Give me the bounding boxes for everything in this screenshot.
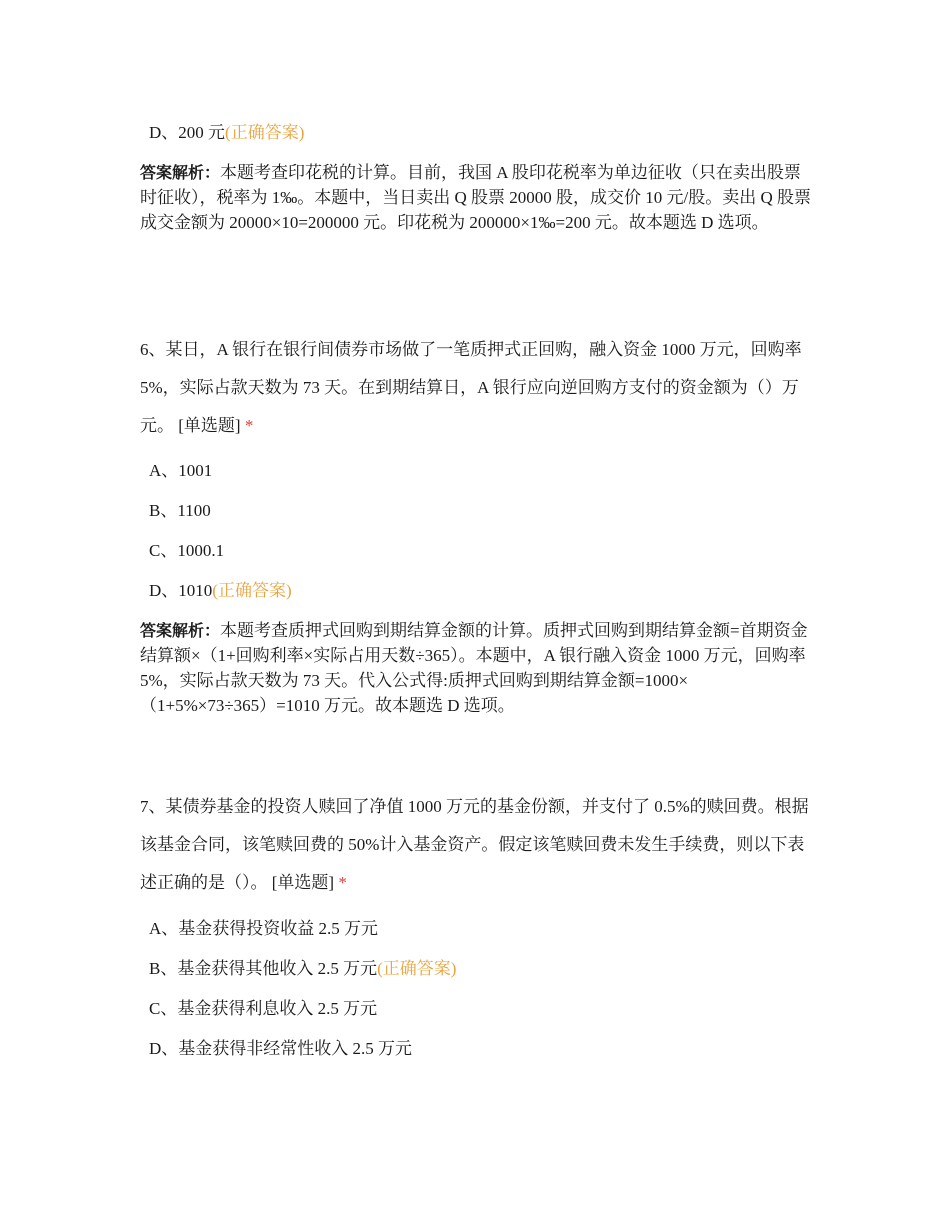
option-label: C、1000.1 xyxy=(149,541,225,560)
q6-option-a[interactable] xyxy=(149,459,212,483)
q6-answer-analysis xyxy=(140,618,812,718)
q7-option-a[interactable] xyxy=(149,917,378,941)
required-mark: * xyxy=(338,873,347,892)
option-label: C、基金获得利息收入 2.5 万元 xyxy=(149,999,378,1018)
q6-option-d[interactable] xyxy=(149,579,292,603)
q7-option-d[interactable] xyxy=(149,1037,412,1061)
q5-answer-analysis xyxy=(140,160,812,235)
q5-option-d[interactable] xyxy=(149,121,304,145)
q7-question-stem xyxy=(140,788,812,902)
option-label: A、基金获得投资收益 2.5 万元 xyxy=(149,919,379,938)
question-text: 7、某债券基金的投资人赎回了净值 1000 万元的基金份额，并支付了 0.5%的赎回费。根据该基金合同，该笔赎回费的 50%计入基金资产。假定该笔赎回费未发生手续费，则以下表述正确的是（）。 [单选题] xyxy=(140,797,809,892)
correct-answer-tag: (正确答案) xyxy=(225,123,305,142)
analysis-label: 答案解析： xyxy=(140,163,221,182)
q6-option-c[interactable] xyxy=(149,539,224,563)
analysis-text: 本题考查印花税的计算。目前，我国 A 股印花税率为单边征收（只在卖出股票时征收），税率为 1‰。本题中，当日卖出 Q 股票 20000 股，成交价 10 元/股。卖出 Q 股票成交金额为 20000×10=200000 元。印花税为 200000×1‰=200 元。故本题选 D 选项。 xyxy=(140,163,812,232)
q6-question-stem xyxy=(140,331,812,445)
q7-option-b[interactable] xyxy=(149,957,456,981)
correct-answer-tag: (正确答案) xyxy=(377,959,457,978)
required-mark: * xyxy=(244,416,254,435)
q7-option-c[interactable] xyxy=(149,997,377,1021)
option-label: B、基金获得其他收入 2.5 万元 xyxy=(149,959,378,978)
question-text: 6、某日，A 银行在银行间债券市场做了一笔质押式正回购，融入资金 1000 万元，回购率 5%，实际占款天数为 73 天。在到期结算日，A 银行应向逆回购方支付的资金额为（）万元。 [单选题] xyxy=(140,340,802,435)
option-label: D、200 元 xyxy=(149,123,226,142)
option-label: D、基金获得非经常性收入 2.5 万元 xyxy=(149,1039,413,1058)
analysis-text: 本题考查质押式回购到期结算金额的计算。质押式回购到期结算金额=首期资金结算额×（1+回购利率×实际占用天数÷365）。本题中，A 银行融入资金 1000 万元，回购率 5%，实际占款天数为 73 天。代入公式得:质押式回购到期结算金额=1000×（1+5%×73÷365）=1010 万元。故本题选 D 选项。 xyxy=(140,621,808,715)
option-label: B、1100 xyxy=(149,501,211,520)
option-label: D、1010 xyxy=(149,581,213,600)
q6-option-b[interactable] xyxy=(149,499,211,523)
analysis-label: 答案解析： xyxy=(140,621,221,640)
option-label: A、1001 xyxy=(149,461,213,480)
correct-answer-tag: (正确答案) xyxy=(212,581,292,600)
